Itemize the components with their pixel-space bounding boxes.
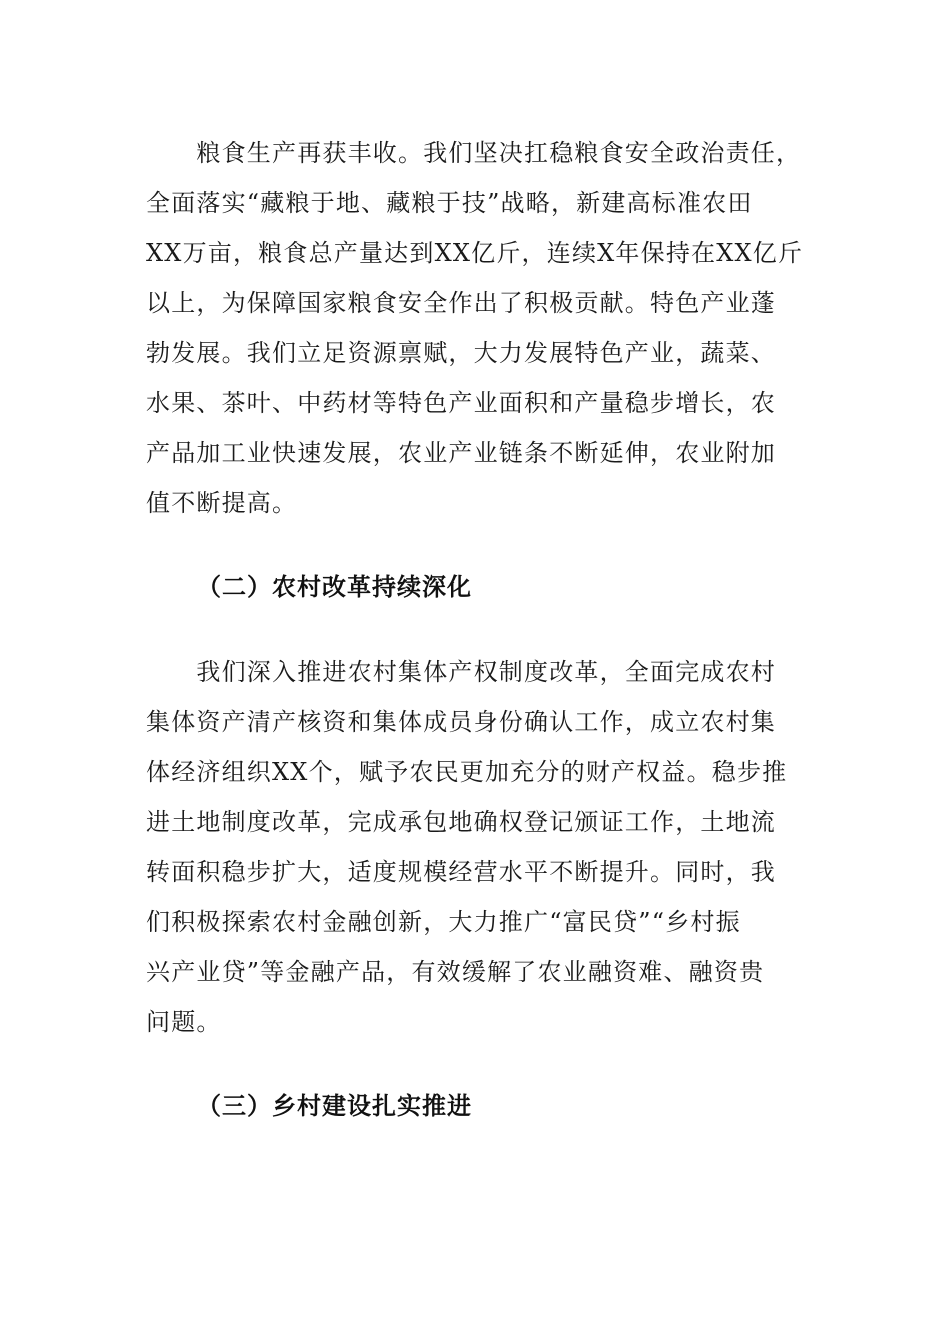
paragraph-line: 问题。 (146, 1008, 222, 1036)
section-heading-rural-construction: （三）乡村建设扎实推进 (197, 1092, 472, 1120)
paragraph-grain-production (146, 128, 808, 528)
paragraph-line: XX万亩，粮食总产量达到XX亿斤，连续X年保持在XX亿斤 (146, 239, 804, 267)
paragraph-line: 体经济组织XX个，赋予农民更加充分的财产权益。稳步推 (146, 758, 788, 786)
paragraph-line: 转面积稳步扩大，适度规模经营水平不断提升。同时，我 (146, 858, 776, 886)
paragraph-rural-reform (146, 647, 808, 1047)
paragraph-line: 集体资产清产核资和集体成员身份确认工作，成立农村集 (146, 708, 776, 736)
paragraph-line: 水果、茶叶、中药材等特色产业面积和产量稳步增长，农 (146, 389, 776, 417)
paragraph-line: 全面落实“藏粮于地、藏粮于技”战略，新建高标准农田 (146, 189, 753, 217)
paragraph-line: 进土地制度改革，完成承包地确权登记颁证工作，土地流 (146, 808, 776, 836)
paragraph-line: 粮食生产再获丰收。我们坚决扛稳粮食安全政治责任， (146, 139, 802, 167)
paragraph-line: 以上，为保障国家粮食安全作出了积极贡献。特色产业蓬 (146, 289, 776, 317)
paragraph-line: 我们深入推进农村集体产权制度改革，全面完成农村 (146, 658, 776, 686)
paragraph-line: 勃发展。我们立足资源禀赋，大力发展特色产业，蔬菜、 (146, 339, 776, 367)
paragraph-line: 们积极探索农村金融创新，大力推广“富民贷”“乡村振 (146, 908, 741, 936)
section-heading-rural-reform: （二）农村改革持续深化 (197, 573, 472, 601)
paragraph-line: 兴产业贷”等金融产品，有效缓解了农业融资难、融资贵 (146, 958, 765, 986)
paragraph-line: 值不断提高。 (146, 489, 298, 517)
paragraph-line: 产品加工业快速发展，农业产业链条不断延伸，农业附加 (146, 439, 776, 467)
